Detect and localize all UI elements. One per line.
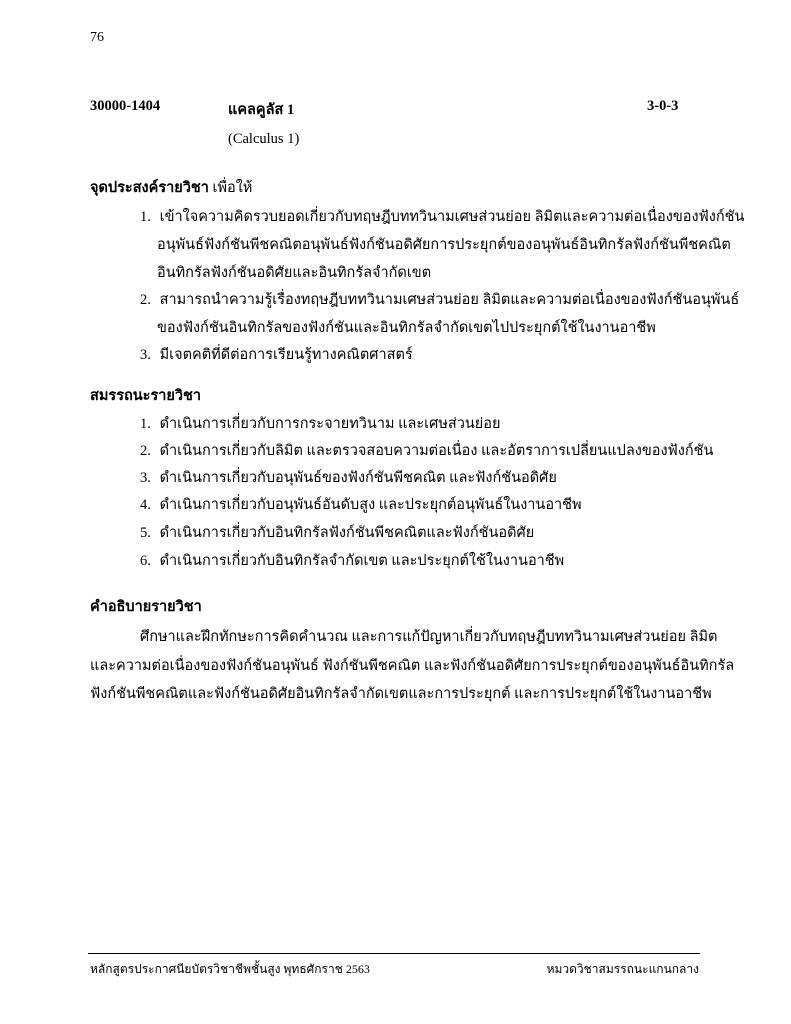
objective-number: 3. xyxy=(140,347,151,363)
competency-number: 4. xyxy=(140,497,151,513)
competency-text: ดำเนินการเกี่ยวกับอนุพันธ์ของฟังก์ชันพีชคณิต และฟังก์ชันอดิศัย xyxy=(159,470,557,486)
competency-text: ดำเนินการเกี่ยวกับอินทิกรัลฟังก์ชันพีชคณิตและฟังก์ชันอดิศัย xyxy=(159,525,535,541)
competency-item xyxy=(140,439,714,462)
competency-number: 6. xyxy=(140,553,151,569)
description-line: ฟังก์ชันพีชคณิตและฟังก์ชันอดิศัยอินทิกรัลจำกัดเขตและการประยุกต์ และการประยุกต์ใช้ในงานอาชีพ xyxy=(90,686,712,702)
competency-text: ดำเนินการเกี่ยวกับลิมิต และตรวจสอบความต่อเนื่อง และอัตราการเปลี่ยนแปลงของฟังก์ชัน xyxy=(159,443,714,459)
objectives-heading-line xyxy=(90,176,252,199)
objective-item xyxy=(140,205,745,228)
description-line: ศึกษาและฝึกทักษะการคิดคำนวณ และการแก้ปัญหาเกี่ยวกับทฤษฎีบททวินามเศษส่วนย่อย ลิมิต xyxy=(140,629,718,645)
competency-item xyxy=(140,521,700,544)
competency-item xyxy=(140,412,700,435)
objective-number: 1. xyxy=(140,209,151,225)
course-code: 30000-1404 xyxy=(90,98,161,114)
competency-number: 1. xyxy=(140,416,151,432)
objective-text-continued: อินทิกรัลฟังก์ชันอดิศัยและอินทิกรัลจำกัดเขต xyxy=(157,265,432,281)
competency-text: ดำเนินการเกี่ยวกับการกระจายทวินาม และเศษส่วนย่อย xyxy=(159,416,501,432)
competency-text: ดำเนินการเกี่ยวกับอนุพันธ์อันดับสูง และประยุกต์อนุพันธ์ในงานอาชีพ xyxy=(159,497,582,513)
objectives-lead: เพื่อให้ xyxy=(212,180,253,196)
competency-text: ดำเนินการเกี่ยวกับอินทิกรัลจำกัดเขต และประยุกต์ใช้ในงานอาชีพ xyxy=(159,553,565,569)
footer-curriculum: หลักสูตรประกาศนียบัตรวิชาชีพชั้นสูง พุทธศักราช 2563 xyxy=(90,962,370,976)
objective-number: 2. xyxy=(140,292,151,308)
objective-text-continued: อนุพันธ์ฟังก์ชันพีชคณิตอนุพันธ์ฟังก์ชันอดิศัยการประยุกต์ของอนุพันธ์อินทิกรัลฟังก์ชันพีชคณิต xyxy=(157,237,731,253)
objective-text: มีเจตคติที่ดีต่อการเรียนรู้ทางคณิตศาสตร์ xyxy=(159,347,413,363)
description-heading: คำอธิบายรายวิชา xyxy=(90,599,202,615)
competency-item xyxy=(140,466,700,489)
competency-number: 5. xyxy=(140,525,151,541)
course-name-english: (Calculus 1) xyxy=(228,131,300,147)
objective-text: เข้าใจความคิดรวบยอดเกี่ยวกับทฤษฎีบททวินามเศษส่วนย่อย ลิมิตและความต่อเนื่องของฟังก์ชัน xyxy=(159,209,745,225)
description-line: และความต่อเนื่องของฟังก์ชันอนุพันธ์ ฟังก์ชันพีชคณิต และฟังก์ชันอดิศัยการประยุกต์ของอนุพันธ์อินทิกรัล xyxy=(90,658,735,674)
objective-text: สามารถนำความรู้เรื่องทฤษฎีบททวินามเศษส่วนย่อย ลิมิตและความต่อเนื่องของฟังก์ชันอนุพันธ์ xyxy=(159,292,740,308)
competency-number: 3. xyxy=(140,470,151,486)
course-credits: 3-0-3 xyxy=(647,98,679,114)
objectives-heading: จุดประสงค์รายวิชา xyxy=(90,180,209,196)
footer-divider xyxy=(88,953,700,954)
competencies-heading: สมรรถนะรายวิชา xyxy=(90,388,202,404)
competency-item xyxy=(140,493,700,516)
footer-category: หมวดวิชาสมรรถนะแกนกลาง xyxy=(546,962,699,976)
objective-text-continued: ของฟังก์ชันอินทิกรัลของฟังก์ชันและอินทิกรัลจำกัดเขตไปประยุกต์ใช้ในงานอาชีพ xyxy=(157,320,656,336)
course-name-thai: แคลคูลัส 1 xyxy=(228,102,295,118)
objective-item xyxy=(140,343,700,366)
competency-item xyxy=(140,549,700,572)
competency-number: 2. xyxy=(140,443,151,459)
objective-item xyxy=(140,288,740,311)
page-number: 76 xyxy=(90,30,104,45)
